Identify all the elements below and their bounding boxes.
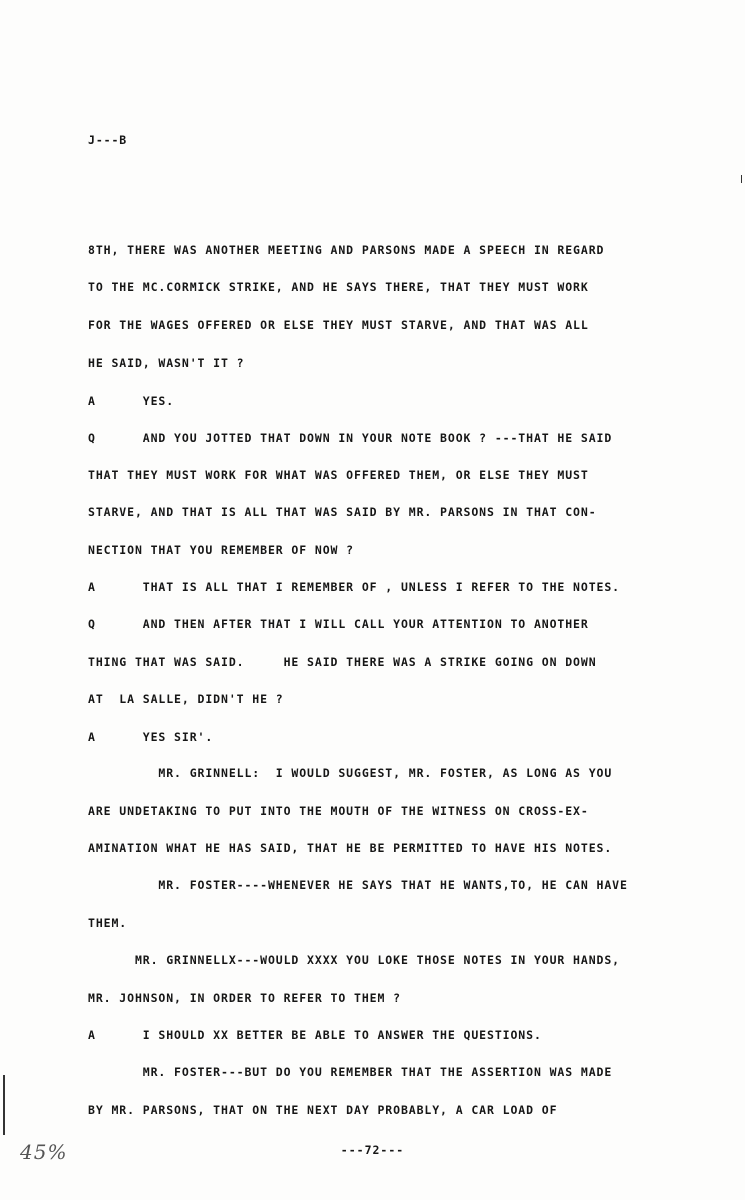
transcript-line-4: HE SAID, WASN'T IT ? <box>88 356 245 370</box>
transcript-line-8: STARVE, AND THAT IS ALL THAT WAS SAID BY MR. PARSONS IN THAT CON- <box>88 505 597 519</box>
transcript-line-14: A YES SIR'. <box>88 730 214 744</box>
transcript-line-17: AMINATION WHAT HE HAS SAID, THAT HE BE PERMITTED TO HAVE HIS NOTES. <box>88 841 613 855</box>
transcript-line-16: ARE UNDETAKING TO PUT INTO THE MOUTH OF THE WITNESS ON CROSS-EX- <box>88 804 589 818</box>
left-edge-mark <box>3 1075 5 1135</box>
transcript-line-5: A YES. <box>88 394 175 408</box>
transcript-line-7: THAT THEY MUST WORK FOR WHAT WAS OFFERED THEM, OR ELSE THEY MUST <box>88 468 589 482</box>
transcript-line-24: BY MR. PARSONS, THAT ON THE NEXT DAY PROBABLY, A CAR LOAD OF <box>88 1103 558 1117</box>
transcript-line-21: MR. JOHNSON, IN ORDER TO REFER TO THEM ? <box>88 991 401 1005</box>
transcript-line-10: A THAT IS ALL THAT I REMEMBER OF , UNLESS I REFER TO THE NOTES. <box>88 580 621 594</box>
transcript-line-22: A I SHOULD XX BETTER BE ABLE TO ANSWER THE QUESTIONS. <box>88 1028 542 1042</box>
transcript-line-6: Q AND YOU JOTTED THAT DOWN IN YOUR NOTE BOOK ? ---THAT HE SAID <box>88 431 613 445</box>
transcript-line-13: AT LA SALLE, DIDN'T HE ? <box>88 692 284 706</box>
transcript-line-19: THEM. <box>88 916 128 930</box>
header-ref: J---B <box>88 133 128 147</box>
transcript-line-20: MR. GRINNELLX---WOULD XXXX YOU LOKE THOSE NOTES IN YOUR HANDS, <box>88 953 621 967</box>
transcript-line-23: MR. FOSTER---BUT DO YOU REMEMBER THAT THE ASSERTION WAS MADE <box>88 1065 613 1079</box>
transcript-line-11: Q AND THEN AFTER THAT I WILL CALL YOUR ATTENTION TO ANOTHER <box>88 617 589 631</box>
transcript-line-18: MR. FOSTER----WHENEVER HE SAYS THAT HE WANTS,TO, HE CAN HAVE <box>88 878 628 892</box>
margin-handwritten-note: 45% <box>20 1140 68 1164</box>
transcript-line-3: FOR THE WAGES OFFERED OR ELSE THEY MUST STARVE, AND THAT WAS ALL <box>88 318 589 332</box>
transcript-line-1: 8TH, THERE WAS ANOTHER MEETING AND PARSONS MADE A SPEECH IN REGARD <box>88 243 605 257</box>
transcript-line-9: NECTION THAT YOU REMEMBER OF NOW ? <box>88 543 355 557</box>
page-number: ---72--- <box>340 1143 405 1157</box>
transcript-line-15: MR. GRINNELL: I WOULD SUGGEST, MR. FOSTER, AS LONG AS YOU <box>88 766 613 780</box>
right-edge-mark <box>741 175 742 183</box>
transcript-line-2: TO THE MC.CORMICK STRIKE, AND HE SAYS THERE, THAT THEY MUST WORK <box>88 280 589 294</box>
transcript-line-12: THING THAT WAS SAID. HE SAID THERE WAS A STRIKE GOING ON DOWN <box>88 655 597 669</box>
